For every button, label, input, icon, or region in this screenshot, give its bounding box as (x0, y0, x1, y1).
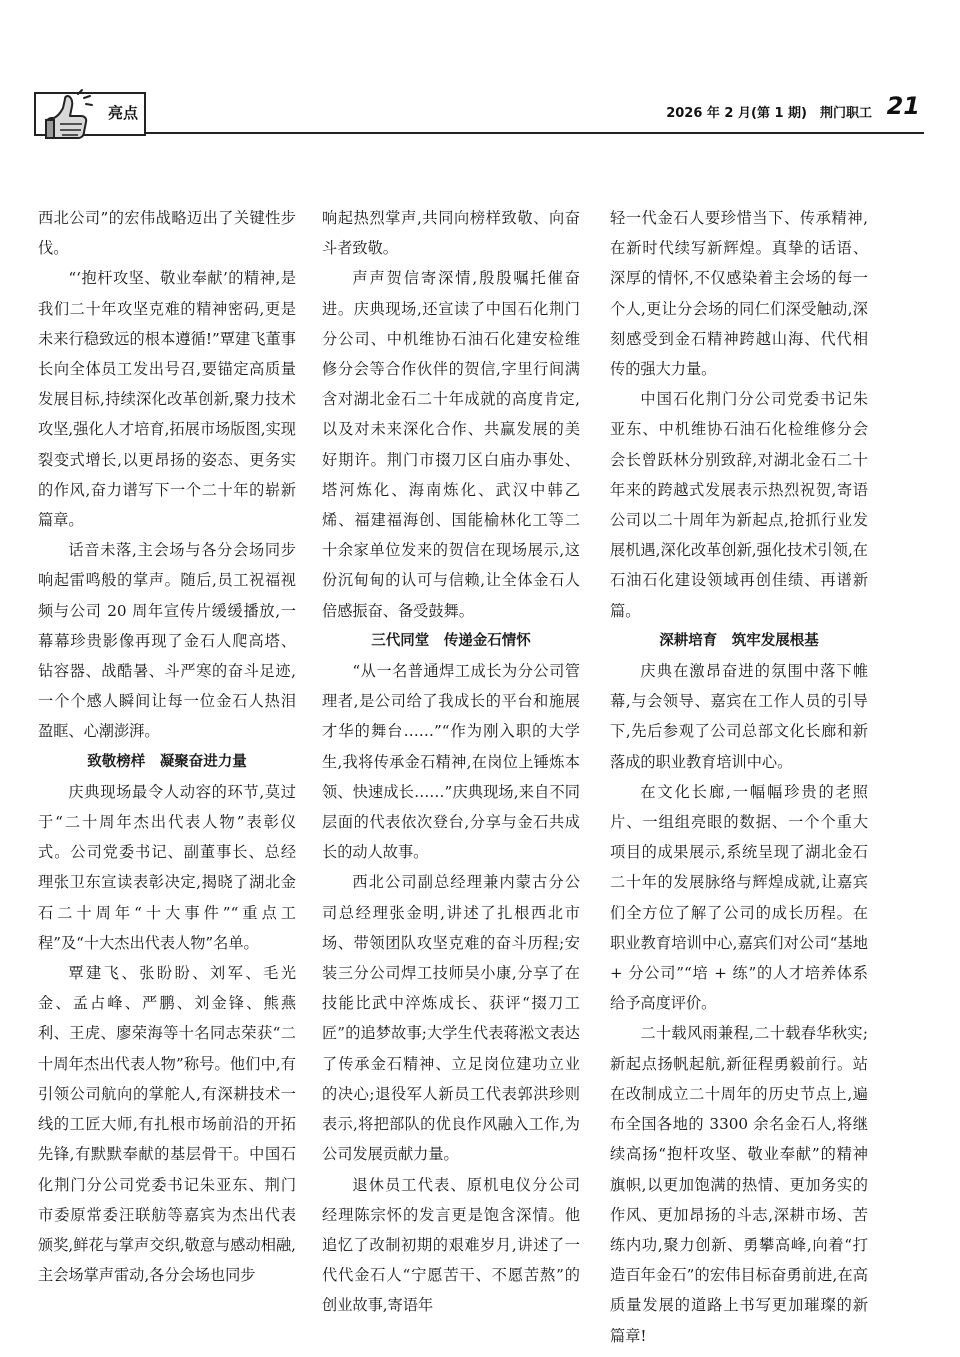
section-label: 亮点 (108, 104, 139, 122)
page-header (34, 92, 924, 138)
issue-info: 2026 年 2 月(第 1 期) 荆门职工 (666, 106, 872, 121)
section-heading: 深耕培育 筑牢发展根基 (659, 632, 819, 649)
paragraph: 庆典在激昂奋进的氛围中落下帷幕,与会领导、嘉宾在工作人员的引导下,先后参观了公司总部文化长廊和新落成的职业教育培训中心。 (610, 662, 868, 771)
section-logo (34, 92, 146, 136)
paragraph: 话音未落,主会场与各分会场同步响起雷鸣般的掌声。随后,员工祝福视频与公司 20 周年宣传片缓缓播放,一幕幕珍贵影像再现了金石人爬高塔、钻容器、战酷暑、斗严寒的奋斗足迹,一个个感人瞬间让每一位金石人热泪盈眶、心潮澎湃。 (38, 541, 296, 741)
paragraph: 声声贺信寄深情,殷殷嘱托催奋进。庆典现场,还宣读了中国石化荆门分公司、中机维协石油石化建安检维修分会等合作伙伴的贺信,字里行间满含对湖北金石二十年成就的高度肯定,以及对未来深化合作、共赢发展的美好期许。荆门市掇刀区白庙办事处、塔河炼化、海南炼化、武汉中韩乙烯、福建福海创、国能榆林化工等二十余家单位发来的贺信在现场展示,这份沉甸甸的认可与信赖,让全体金石人倍感振奋、备受鼓舞。 (322, 269, 580, 620)
article-column-2 (322, 203, 580, 1321)
article-column-1 (38, 203, 296, 1290)
paragraph: 轻一代金石人要珍惜当下、传承精神,在新时代续写新辉煌。真挚的话语、深厚的情怀,不仅感染着主会场的每一个人,更让分会场的同仁们深受触动,深刻感受到金石精神跨越山海、代代相传的强大力量。 (610, 209, 868, 379)
page-number: 21 (886, 92, 920, 120)
paragraph: 庆典现场最令人动容的环节,莫过于“二十周年杰出代表人物”表彰仪式。公司党委书记、副董事长、总经理张卫东宣读表彰决定,揭晓了湖北金石二十周年“十大事件”“重点工程”及“十大杰出代表人物”名单。 (38, 782, 296, 952)
paragraph: “从一名普通焊工成长为分公司管理者,是公司给了我成长的平台和施展才华的舞台……”“作为刚入职的大学生,我将传承金石精神,在岗位上锤炼本领、快速成长……”庆典现场,来自不同层面的代表依次登台,分享与金石共成长的动人故事。 (322, 662, 580, 862)
paragraph: 西北公司副总经理兼内蒙古分公司总经理张金明,讲述了扎根西北市场、带领团队攻坚克难的奋斗历程;安装三分公司焊工技师吴小康,分享了在技能比武中淬炼成长、获评“掇刀工匠”的追梦故事;大学生代表蒋淞文表达了传承金石精神、立足岗位建功立业的决心;退役军人新员工代表郭洪珍则表示,将把部队的优良作风融入工作,为公司发展贡献力量。 (322, 873, 580, 1164)
paragraph: “‘抱杆攻坚、敬业奉献’的精神,是我们二十年攻坚克难的精神密码,更是未来行稳致远的根本遵循!”覃建飞董事长向全体员工发出号召,要锚定高质量发展目标,持续深化改革创新,聚力技术攻坚,强化人才培育,拓展市场版图,实现裂变式增长,以更昂扬的姿态、更务实的作风,奋力谱写下一个二十年的崭新篇章。 (38, 269, 296, 530)
paragraph: 中国石化荆门分公司党委书记朱亚东、中机维协石油石化检维修分会会长曾跃林分别致辞,对湖北金石二十年来的跨越式发展表示热烈祝贺,寄语公司以二十周年为新起点,抢抓行业发展机遇,深化改革创新,强化技术引领,在石油石化建设领域再创佳绩、再谱新篇。 (610, 390, 868, 620)
section-heading: 致敬榜样 凝聚奋进力量 (87, 753, 247, 770)
paragraph: 二十载风雨兼程,二十载春华秋实;新起点扬帆起航,新征程勇毅前行。站在改制成立二十周年的历史节点上,遍布全国各地的 3300 余名金石人,将继续高扬“抱杆攻坚、敬业奉献”的精神旗帜,以更加饱满的热情、更加务实的作风、更加昂扬的斗志,深耕市场、苦练内功,聚力创新、勇攀高峰,向着“打造百年金石”的宏伟目标奋勇前进,在高质量发展的道路上书写更加璀璨的新篇章! (610, 1024, 868, 1345)
paragraph: 覃建飞、张盼盼、刘军、毛光金、孟占峰、严鹏、刘金锋、熊燕利、王虎、廖荣海等十名同志荣获“二十周年杰出代表人物”称号。他们中,有引领公司航向的掌舵人,有深耕技术一线的工匠大师,有扎根市场前沿的开拓先锋,有默默奉献的基层骨干。中国石化荆门分公司党委书记朱亚东、荆门市委原常委汪联舫等嘉宾为杰出代表颁奖,鲜花与掌声交织,敬意与感动相融,主会场掌声雷动,各分会场也同步 (38, 964, 296, 1285)
section-heading: 三代同堂 传递金石情怀 (371, 632, 531, 649)
paragraph: 在文化长廊,一幅幅珍贵的老照片、一组组亮眼的数据、一个个重大项目的成果展示,系统呈现了湖北金石二十年的发展脉络与辉煌成就,让嘉宾们全方位了解了公司的成长历程。在职业教育培训中心,嘉宾们对公司“基地 + 分公司”“培 + 练”的人才培养体系给予高度评价。 (610, 782, 868, 1013)
paragraph: 退休员工代表、原机电仪分公司经理陈宗怀的发言更是饱含深情。他追忆了改制初期的艰难岁月,讲述了一代代金石人“宁愿苦干、不愿苦熬”的创业故事,寄语年 (322, 1175, 580, 1315)
header-rule (144, 132, 924, 134)
paragraph: 响起热烈掌声,共同向榜样致敬、向奋斗者致敬。 (322, 209, 580, 258)
article-column-3 (610, 203, 868, 1351)
thumbs-up-icon (38, 88, 106, 140)
paragraph: 西北公司”的宏伟战略迈出了关键性步伐。 (38, 209, 296, 258)
